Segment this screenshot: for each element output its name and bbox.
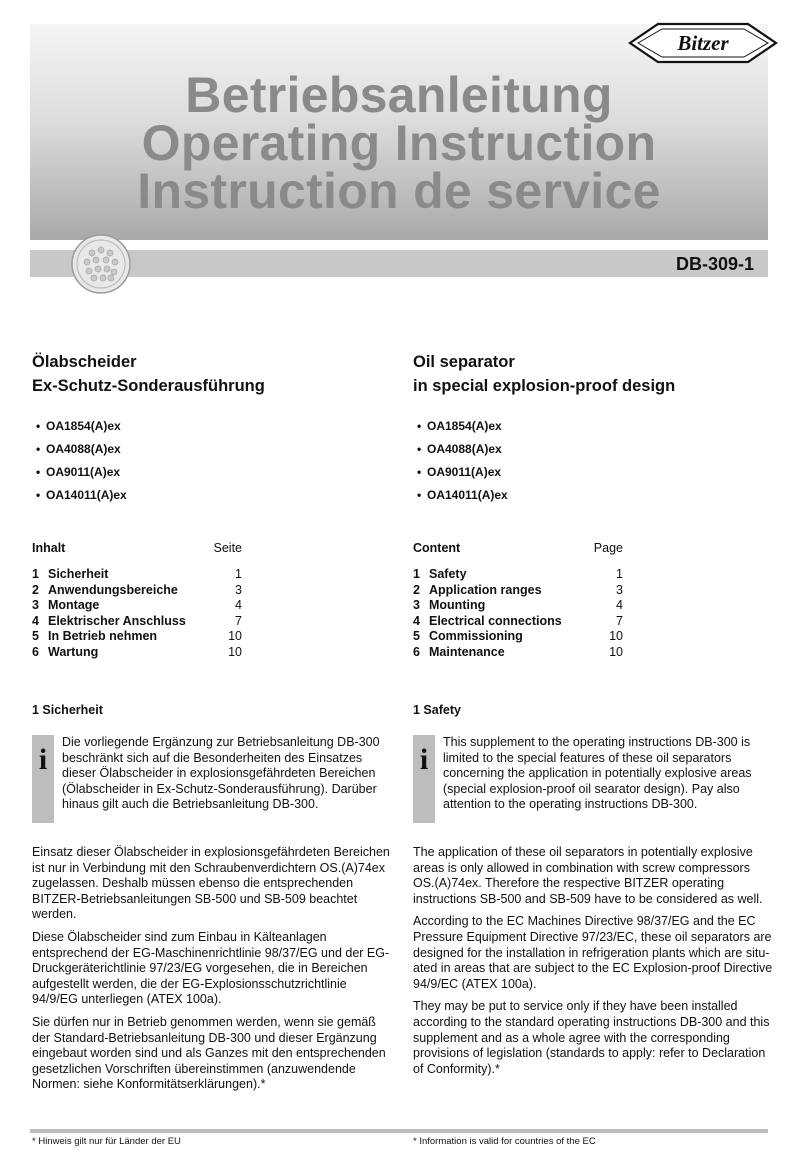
table-of-contents-english	[413, 540, 623, 661]
toc-header	[32, 540, 242, 556]
toc-header	[413, 540, 623, 556]
toc-label: Mounting	[429, 598, 486, 613]
toc-label: Application ranges	[429, 582, 542, 597]
toc-number: 6	[413, 644, 420, 659]
toc-entry[interactable]	[413, 614, 623, 630]
toc-entry[interactable]	[32, 645, 242, 661]
toc-page: 10	[609, 629, 623, 644]
footer-divider	[30, 1129, 768, 1133]
toc-page-header: Page	[593, 541, 623, 555]
info-icon: i	[32, 735, 54, 823]
footnote-english: * Information is valid for countries of the EC	[413, 1136, 596, 1147]
model-item: • OA9011(A)ex	[413, 461, 773, 484]
document-id-bar	[30, 250, 768, 277]
toc-number: 5	[32, 629, 39, 644]
toc-page: 3	[235, 582, 242, 597]
toc-number: 4	[413, 613, 420, 628]
bitzer-logo	[628, 18, 778, 68]
table-of-contents-german	[32, 540, 242, 661]
toc-number: 6	[32, 644, 39, 659]
toc-page: 10	[228, 644, 242, 659]
title-french: Instruction de service	[137, 163, 661, 219]
toc-title: Inhalt	[32, 541, 66, 555]
model-list	[413, 415, 773, 507]
toc-label: Elektrischer Anschluss	[48, 613, 186, 628]
toc-entry[interactable]	[32, 567, 242, 583]
product-title-line1: Oil separator	[413, 353, 515, 371]
paragraph: Einsatz dieser Ölabscheider in explosionsgefährdeten Bereichen ist nur in Verbindung mit den Schraubenverdichtern OS.(A)74ex zugelassen. Deshalb müssen ebenso die entsprechenden BITZER-Betriebsanleitungen SB-500 und SB-509 beachtet werden.	[32, 845, 390, 922]
toc-page: 7	[616, 613, 623, 628]
toc-entry[interactable]	[413, 567, 623, 583]
toc-page: 1	[616, 567, 623, 581]
toc-label: Wartung	[48, 644, 99, 659]
body-text-english	[413, 845, 773, 1084]
model-item: • OA9011(A)ex	[32, 461, 392, 484]
paragraph: Diese Ölabscheider sind zum Einbau in Kälteanlagen entsprechend der EG-Maschinenrichtlinie 98/37/EG und der EG-Druckgeräterichtlinie 97/23/EG vorgesehen, die in Bereichen aufgestellt werden, die der EG-Explosionsschutzrichtlinie 94/9/EG unterliegen (ATEX 100a).	[32, 929, 390, 1007]
paragraph: According to the EC Machines Directive 98/37/EG and the EC Pressure Equipment Directive 97/23/EC, these oil separators are designed for the installation in refrigeration plants which are situ-ated in areas that are subject to the EC Explosion-proof Directive 94/9/EC (ATEX 100a).	[413, 914, 773, 991]
toc-page: 4	[616, 598, 623, 613]
toc-entry[interactable]	[413, 583, 623, 599]
model-item: • OA14011(A)ex	[32, 484, 392, 507]
paragraph: They may be put to service only if they have been installed according to the standard operating instructions DB-300 and this supplement and as a whole agree with the corresponding provisions of legislation (standards to apply: refer to Declaration of Conformity).*	[413, 999, 770, 1076]
toc-entry[interactable]	[413, 598, 623, 614]
toc-label: Electrical connections	[429, 613, 562, 628]
model-item: • OA14011(A)ex	[413, 484, 773, 507]
toc-number: 4	[32, 613, 39, 628]
toc-label: Montage	[48, 598, 100, 613]
document-id: DB-309-1	[675, 254, 754, 274]
toc-entry[interactable]	[32, 583, 242, 599]
model-item: • OA4088(A)ex	[413, 438, 773, 461]
paragraph: The application of these oil separators in potentially explosive areas is only allowed in combination with screw compressors OS.(A)74ex. Therefore the respective BITZER operating instructions SB-500 and SB-509 have to be considered as well.	[413, 845, 763, 906]
toc-label: Safety	[429, 567, 467, 581]
toc-page-header: Seite	[213, 541, 242, 555]
section-title-safety-english: 1 Safety	[413, 703, 461, 717]
model-item: • OA4088(A)ex	[32, 438, 392, 461]
product-section-english	[413, 350, 773, 507]
toc-page: 3	[616, 582, 623, 597]
toc-page: 7	[235, 613, 242, 628]
toc-page: 10	[609, 644, 623, 659]
toc-label: Commissioning	[429, 629, 523, 644]
toc-number: 3	[32, 598, 39, 613]
product-title-line1: Ölabscheider	[32, 353, 137, 371]
model-item: • OA1854(A)ex	[413, 415, 773, 438]
toc-entry[interactable]	[32, 614, 242, 630]
toc-label: Maintenance	[429, 644, 505, 659]
toc-number: 3	[413, 598, 420, 613]
info-note-text: Die vorliegende Ergänzung zur Betriebsanleitung DB-300 beschränkt sich auf die Besonderheiten des Einsatzes dieser Ölabscheider in explosionsgefährdeten Bereichen (Ölabscheider in Ex-Schutz-Sonderausführung). Darüber hinaus gilt auch die Betriebsanleitung DB-300.	[62, 735, 380, 812]
seal-emblem-icon	[70, 233, 132, 295]
toc-number: 2	[413, 582, 420, 597]
info-note-english	[413, 735, 773, 813]
footnote-german: * Hinweis gilt nur für Länder der EU	[32, 1136, 181, 1147]
product-title-line2: Ex-Schutz-Sonderausführung	[32, 377, 265, 395]
body-text-german	[32, 845, 392, 1100]
toc-number: 5	[413, 629, 420, 644]
title-german: Betriebsanleitung	[185, 67, 613, 123]
toc-number: 1	[32, 567, 39, 581]
toc-entry[interactable]	[413, 645, 623, 661]
info-icon: i	[413, 735, 435, 823]
toc-number: 2	[32, 582, 39, 597]
info-note-german	[32, 735, 392, 813]
toc-number: 1	[413, 567, 420, 581]
info-note-text: This supplement to the operating instructions DB-300 is limited to the special features of these oil separators concerning the application in potentially explosive areas (special explosion-proof oil searator design). Pay also attention to the operating instructions DB-300.	[443, 735, 752, 812]
toc-page: 1	[235, 567, 242, 581]
title-english: Operating Instruction	[141, 115, 657, 171]
model-list	[32, 415, 392, 507]
bitzer-logo-text: Bitzer	[677, 31, 729, 55]
paragraph: Sie dürfen nur in Betrieb genommen werden, wenn sie gemäß der Standard-Betriebsanleitung DB-300 und dieser Ergänzung eingebaut worden sind und als Ganzes mit den entsprechenden gesetzlichen Vorschriften übereinstimmen (anzuwendende Normen: siehe Konformitätserklärungen).*	[32, 1014, 386, 1092]
product-section-german	[32, 350, 392, 507]
toc-entry[interactable]	[32, 629, 242, 645]
toc-label: Sicherheit	[48, 567, 109, 581]
toc-title: Content	[413, 541, 461, 555]
model-item: • OA1854(A)ex	[32, 415, 392, 438]
section-title-safety-german: 1 Sicherheit	[32, 703, 103, 717]
toc-entry[interactable]	[413, 629, 623, 645]
toc-entry[interactable]	[32, 598, 242, 614]
toc-label: Anwendungsbereiche	[48, 582, 178, 597]
product-title-line2: in special explosion-proof design	[413, 377, 676, 395]
toc-page: 10	[228, 629, 242, 644]
toc-label: In Betrieb nehmen	[48, 629, 158, 644]
toc-page: 4	[235, 598, 242, 613]
